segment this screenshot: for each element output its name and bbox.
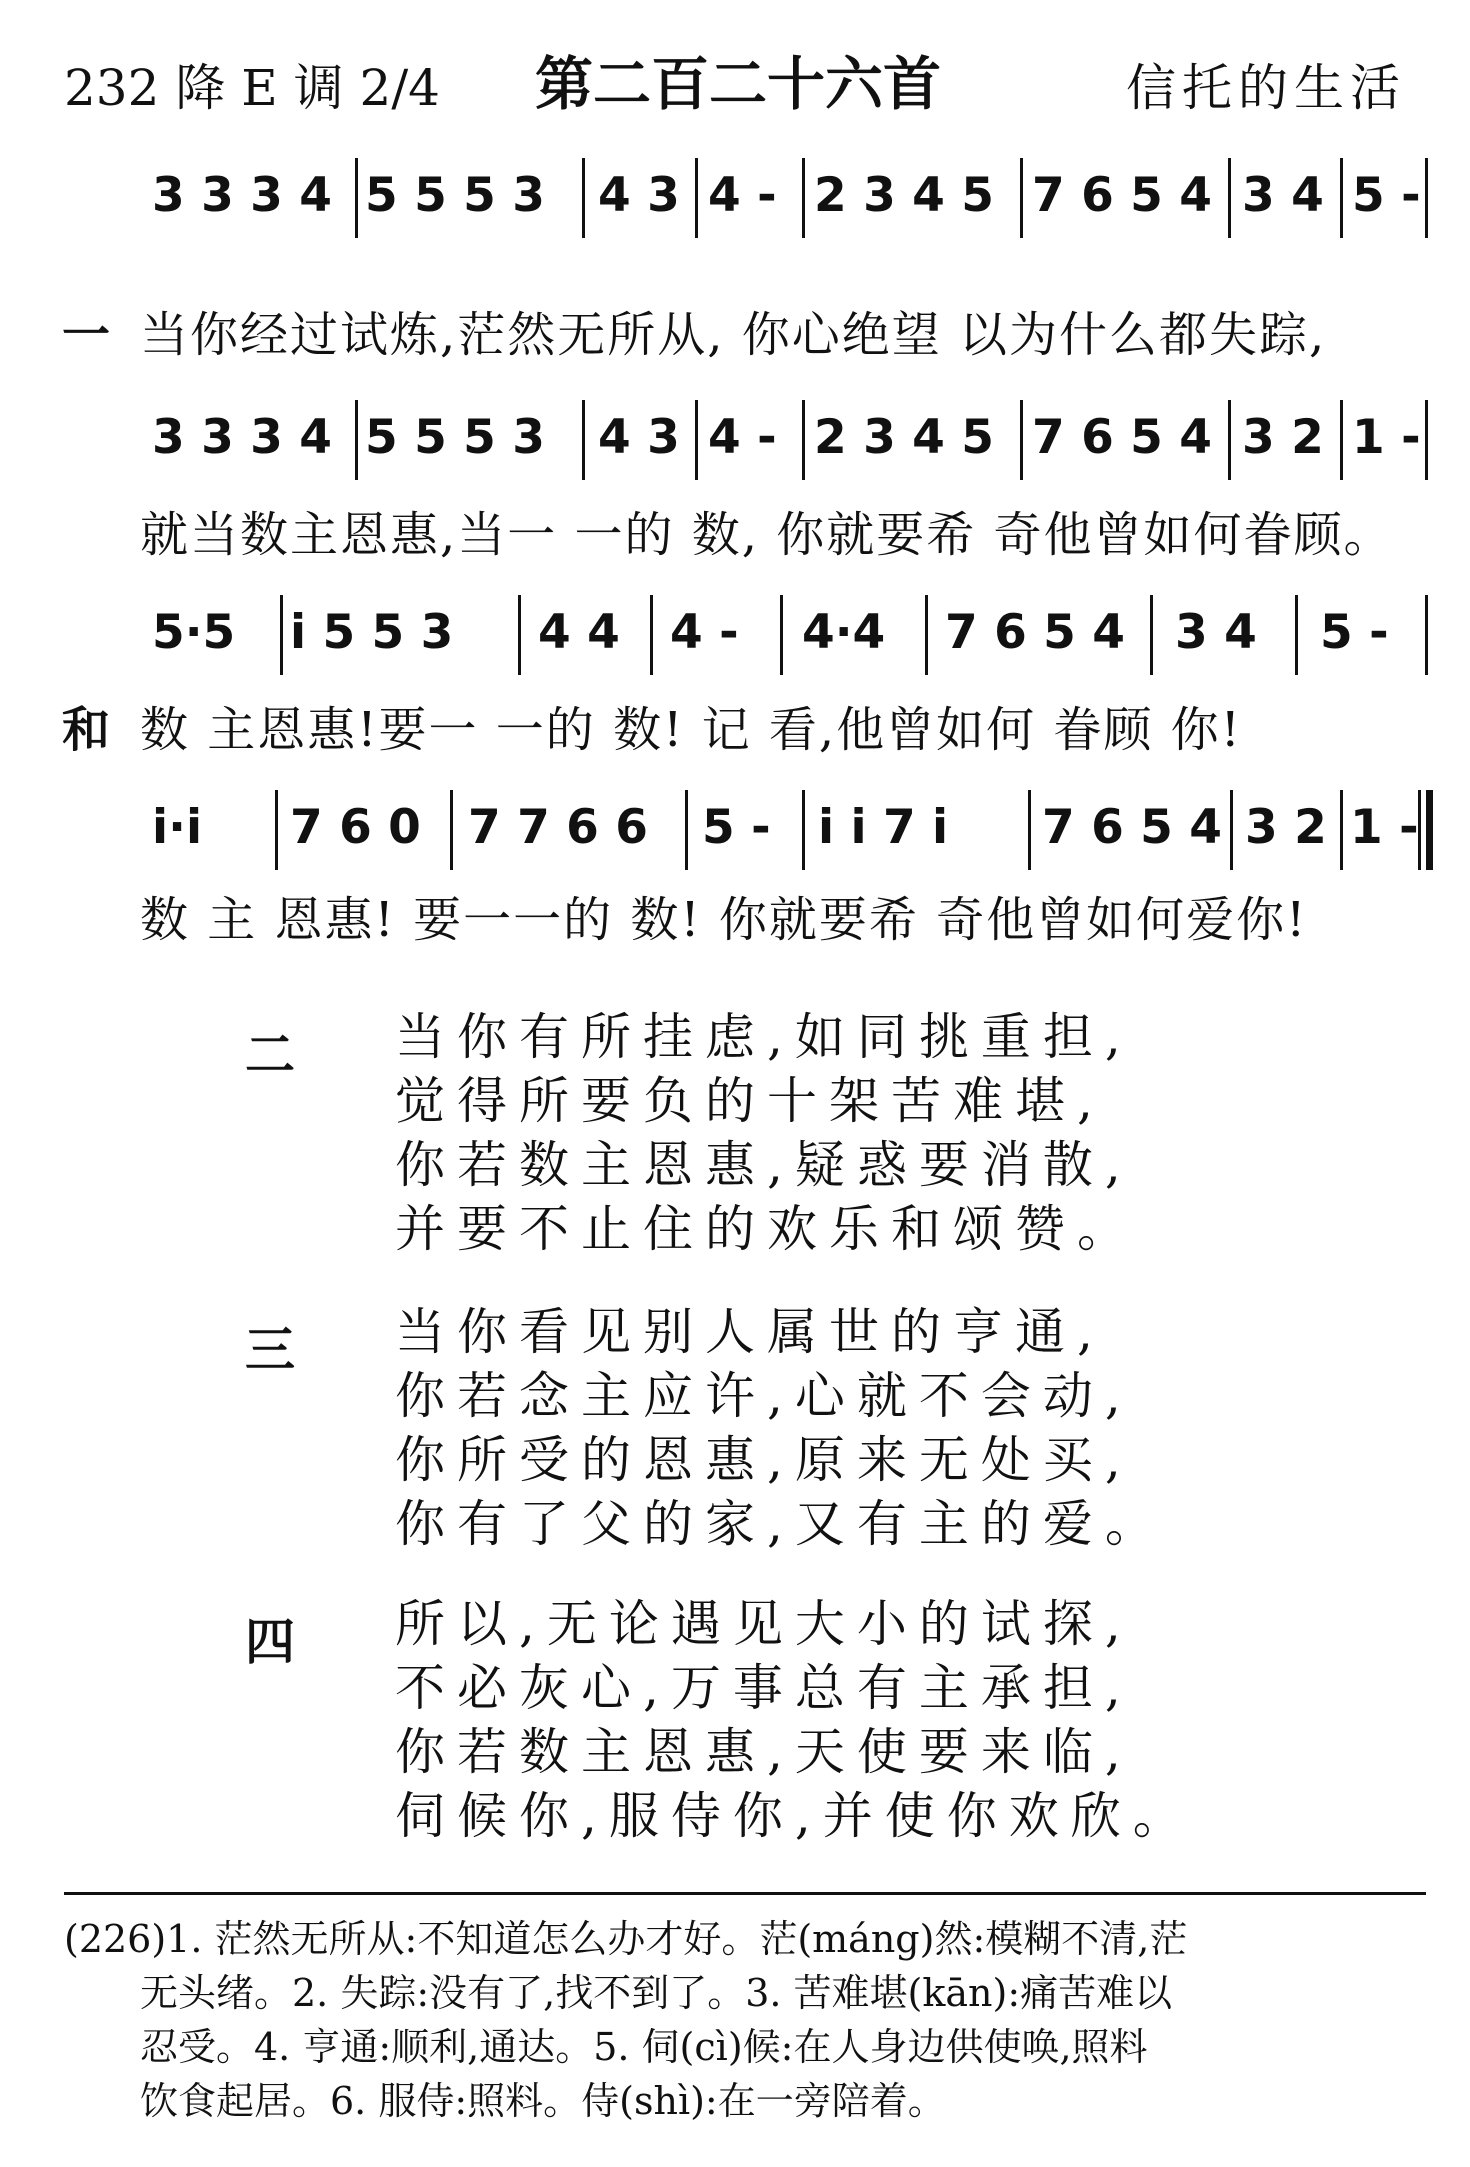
lyric-line: 数 主 恩惠! 要一一的 数! 你就要希 奇他曾如何爱你! <box>140 892 1308 948</box>
measure: 4·4 <box>802 605 886 660</box>
verse-line: 你若数主恩惠,天使要来临, <box>395 1723 1133 1781</box>
verse-line: 伺候你,服侍你,并使你欢欣。 <box>395 1787 1195 1845</box>
measure: 7 6 5 4 <box>1032 410 1212 465</box>
verse-line: 你若念主应许,心就不会动, <box>395 1367 1133 1425</box>
lyric-line: 当你经过试炼,茫然无所从, 你心绝望 以为什么都失踪, <box>140 307 1327 363</box>
lyric-line: 就当数主恩惠,当一 一的 数, 你就要希 奇他曾如何眷顾。 <box>140 507 1394 563</box>
measure: 1 - <box>1352 410 1421 465</box>
measure: 4 3 <box>598 410 680 465</box>
page-number-key: 232 降 E 调 2/4 <box>64 59 440 117</box>
verse-line: 觉得所要负的十架苦难堪, <box>395 1072 1105 1130</box>
measure: 4 3 <box>598 168 680 223</box>
measure: i 5 5 3 <box>290 605 454 660</box>
measure: 3 4 <box>1242 168 1324 223</box>
measure: 4 - <box>708 410 777 465</box>
score-system-3 <box>150 595 1430 675</box>
verse-line: 你若数主恩惠,疑惑要消散, <box>395 1136 1133 1194</box>
measure: 7 7 6 6 <box>468 800 648 855</box>
verse-line: 你有了父的家,又有主的爱。 <box>395 1495 1167 1553</box>
measure: 3 4 <box>1175 605 1257 660</box>
verse-number: 三 <box>245 1321 295 1379</box>
hymn-title: 第二百二十六首 <box>535 50 942 118</box>
measure: 5 - <box>1352 168 1421 223</box>
measure: 7 6 5 4 <box>945 605 1125 660</box>
verse-number: 四 <box>245 1613 295 1671</box>
measure: 3 2 <box>1242 410 1324 465</box>
measure: 4 - <box>708 168 777 223</box>
verse-line: 所以,无论遇见大小的试探, <box>395 1595 1133 1653</box>
footnote-divider <box>64 1892 1426 1895</box>
verse-number: 二 <box>245 1026 295 1084</box>
measure: i·i <box>152 800 203 855</box>
footnote-line: 忍受。4. 亨通:顺利,通达。5. 伺(cì)候:在人身边供使唤,照料 <box>140 2025 1148 2069</box>
measure: 4 4 <box>538 605 620 660</box>
score-system-4 <box>150 790 1430 870</box>
measure: 7 6 5 4 <box>1042 800 1222 855</box>
score-system-2 <box>150 400 1430 480</box>
measure: 2 3 4 5 <box>814 168 994 223</box>
measure: 5 - <box>702 800 771 855</box>
measure: 4 - <box>670 605 739 660</box>
footnote-line: (226)1. 茫然无所从:不知道怎么办才好。茫(máng)然:模糊不清,茫 <box>64 1917 1188 1961</box>
footnote-line: 饮食起居。6. 服侍:照料。侍(shì):在一旁陪着。 <box>140 2079 946 2123</box>
measure: 3 2 <box>1245 800 1327 855</box>
footnote-line: 无头绪。2. 失踪:没有了,找不到了。3. 苦难堪(kān):痛苦难以 <box>140 1971 1173 2015</box>
verse-line: 当你看见别人属世的亨通, <box>395 1303 1105 1361</box>
score-system-1 <box>150 158 1430 238</box>
verse-label: 和 <box>62 702 111 758</box>
measure: 7 6 0 <box>290 800 421 855</box>
measure: 5 - <box>1320 605 1389 660</box>
verse-line: 你所受的恩惠,原来无处买, <box>395 1431 1133 1489</box>
measure: 2 3 4 5 <box>814 410 994 465</box>
measure: 7 6 5 4 <box>1032 168 1212 223</box>
measure: 5 5 5 3 <box>365 410 545 465</box>
verse-line: 不必灰心,万事总有主承担, <box>395 1659 1133 1717</box>
measure: 5·5 <box>152 605 236 660</box>
hymn-category: 信托的生活 <box>1126 59 1406 117</box>
lyric-line: 数 主恩惠!要一 一的 数! 记 看,他曾如何 眷顾 你! <box>140 702 1242 758</box>
measure: 3 3 3 4 <box>152 410 332 465</box>
measure: 1 - <box>1350 800 1419 855</box>
verse-line: 当你有所挂虑,如同挑重担, <box>395 1008 1133 1066</box>
measure: i i 7 i <box>818 800 949 855</box>
verse-line: 并要不止住的欢乐和颂赞。 <box>395 1200 1139 1258</box>
verse-label: 一 <box>62 307 111 363</box>
measure: 3 3 3 4 <box>152 168 332 223</box>
measure: 5 5 5 3 <box>365 168 545 223</box>
